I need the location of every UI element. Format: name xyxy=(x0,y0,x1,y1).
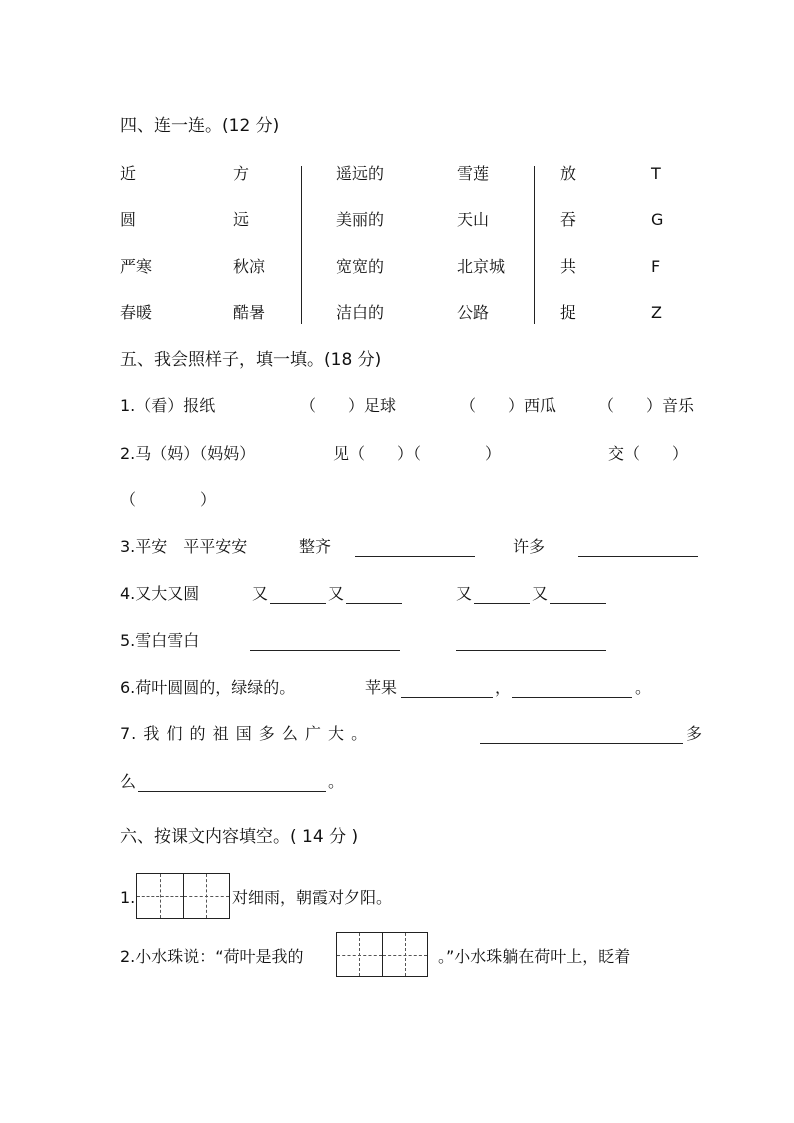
q6-comma: ， xyxy=(495,678,512,697)
q2-blank-3[interactable]: （ ） xyxy=(120,490,217,509)
divider-1 xyxy=(301,166,302,324)
match-g3-left-3: 共 xyxy=(560,257,577,276)
divider-2 xyxy=(534,166,535,324)
q2-blank-2[interactable]: 交（ ） xyxy=(608,444,689,463)
match-g2-right-1: 雪莲 xyxy=(457,164,490,183)
q1-blank-1[interactable]: （ ）足球 xyxy=(300,396,397,415)
tianzige-cell[interactable] xyxy=(337,933,383,976)
q3-answer-line-2[interactable] xyxy=(578,556,698,557)
s6-q1-tianzige-boxes[interactable] xyxy=(136,873,230,919)
s6-q1-text: 对细雨，朝霞对夕阳。 xyxy=(232,888,393,907)
s6-q2-tianzige-boxes[interactable] xyxy=(336,932,428,977)
q4-answer-line-2[interactable] xyxy=(346,603,402,604)
q3-answer-line-1[interactable] xyxy=(355,556,475,557)
match-g2-right-2: 天山 xyxy=(457,210,490,229)
match-g3-left-2: 吞 xyxy=(560,210,577,229)
q7-answer-line-1[interactable] xyxy=(480,743,683,744)
q5-example: 5.雪白雪白 xyxy=(120,631,200,650)
match-g1-right-1: 方 xyxy=(233,164,250,183)
q7-answer-line-2[interactable] xyxy=(138,791,326,792)
match-g3-right-3: F xyxy=(651,257,661,276)
q3-example: 3.平安 平平安安 xyxy=(120,537,248,556)
match-g1-right-3: 秋凉 xyxy=(233,257,266,276)
section-6-title: 六、按课文内容填空。( 14 分 ) xyxy=(120,827,359,847)
q6-example: 6.荷叶圆圆的，绿绿的。 xyxy=(120,678,296,697)
match-g1-left-4: 春暖 xyxy=(120,303,153,322)
q6-answer-line-2[interactable] xyxy=(512,697,632,698)
q4-answer-line-1[interactable] xyxy=(270,603,326,604)
q4-you-2: 又 xyxy=(328,584,345,603)
match-g1-right-2: 远 xyxy=(233,210,250,229)
match-g1-left-3: 严寒 xyxy=(120,257,153,276)
q5-answer-line-1[interactable] xyxy=(250,650,400,651)
q4-you-1: 又 xyxy=(252,584,269,603)
match-g3-right-1: T xyxy=(651,164,661,183)
q7-me: 么 xyxy=(120,772,137,791)
match-g2-left-4: 洁白的 xyxy=(336,303,385,322)
section-4-title: 四、连一连。(12 分) xyxy=(120,116,280,136)
q6-word: 苹果 xyxy=(365,678,398,697)
match-g3-right-2: G xyxy=(651,210,664,229)
q5-answer-line-2[interactable] xyxy=(456,650,606,651)
q4-you-4: 又 xyxy=(532,584,549,603)
q4-example: 4.又大又圆 xyxy=(120,584,200,603)
q3-word-1: 整齐 xyxy=(299,537,332,556)
match-g3-left-4: 捉 xyxy=(560,303,577,322)
q1-blank-2[interactable]: （ ）西瓜 xyxy=(460,396,557,415)
q7-duo: 多 xyxy=(686,724,703,743)
match-g2-right-3: 北京城 xyxy=(457,257,506,276)
q2-example: 2.马（妈）（妈妈） xyxy=(120,444,256,463)
q4-answer-line-3[interactable] xyxy=(474,603,530,604)
match-g3-left-1: 放 xyxy=(560,164,577,183)
q4-answer-line-4[interactable] xyxy=(550,603,606,604)
q4-you-3: 又 xyxy=(456,584,473,603)
tianzige-cell[interactable] xyxy=(383,933,428,976)
q7-period: 。 xyxy=(328,772,345,791)
match-g3-right-4: Z xyxy=(651,303,662,322)
q3-word-2: 许多 xyxy=(513,537,546,556)
match-g2-left-1: 遥远的 xyxy=(336,164,385,183)
section-5-title: 五、我会照样子，填一填。(18 分) xyxy=(120,350,382,370)
match-g1-left-1: 近 xyxy=(120,164,137,183)
q6-period: 。 xyxy=(635,678,652,697)
s6-q1-num: 1. xyxy=(120,888,136,907)
match-g2-left-2: 美丽的 xyxy=(336,210,385,229)
tianzige-cell[interactable] xyxy=(184,874,230,918)
s6-q2-text-before: 2.小水珠说：“荷叶是我的 xyxy=(120,947,304,966)
q2-blank-1[interactable]: 见（ ）（ ） xyxy=(333,444,502,463)
match-g1-left-2: 圆 xyxy=(120,210,137,229)
match-g2-right-4: 公路 xyxy=(457,303,490,322)
match-g2-left-3: 宽宽的 xyxy=(336,257,385,276)
s6-q2-text-after: 。”小水珠躺在荷叶上，眨着 xyxy=(438,947,631,966)
q1-example: 1.（看）报纸 xyxy=(120,396,216,415)
tianzige-cell[interactable] xyxy=(137,874,184,918)
match-g1-right-4: 酷暑 xyxy=(233,303,266,322)
q1-blank-3[interactable]: （ ）音乐 xyxy=(598,396,695,415)
q6-answer-line-1[interactable] xyxy=(401,697,493,698)
q7-example: 7. 我 们 的 祖 国 多 么 广 大 。 xyxy=(120,724,369,743)
